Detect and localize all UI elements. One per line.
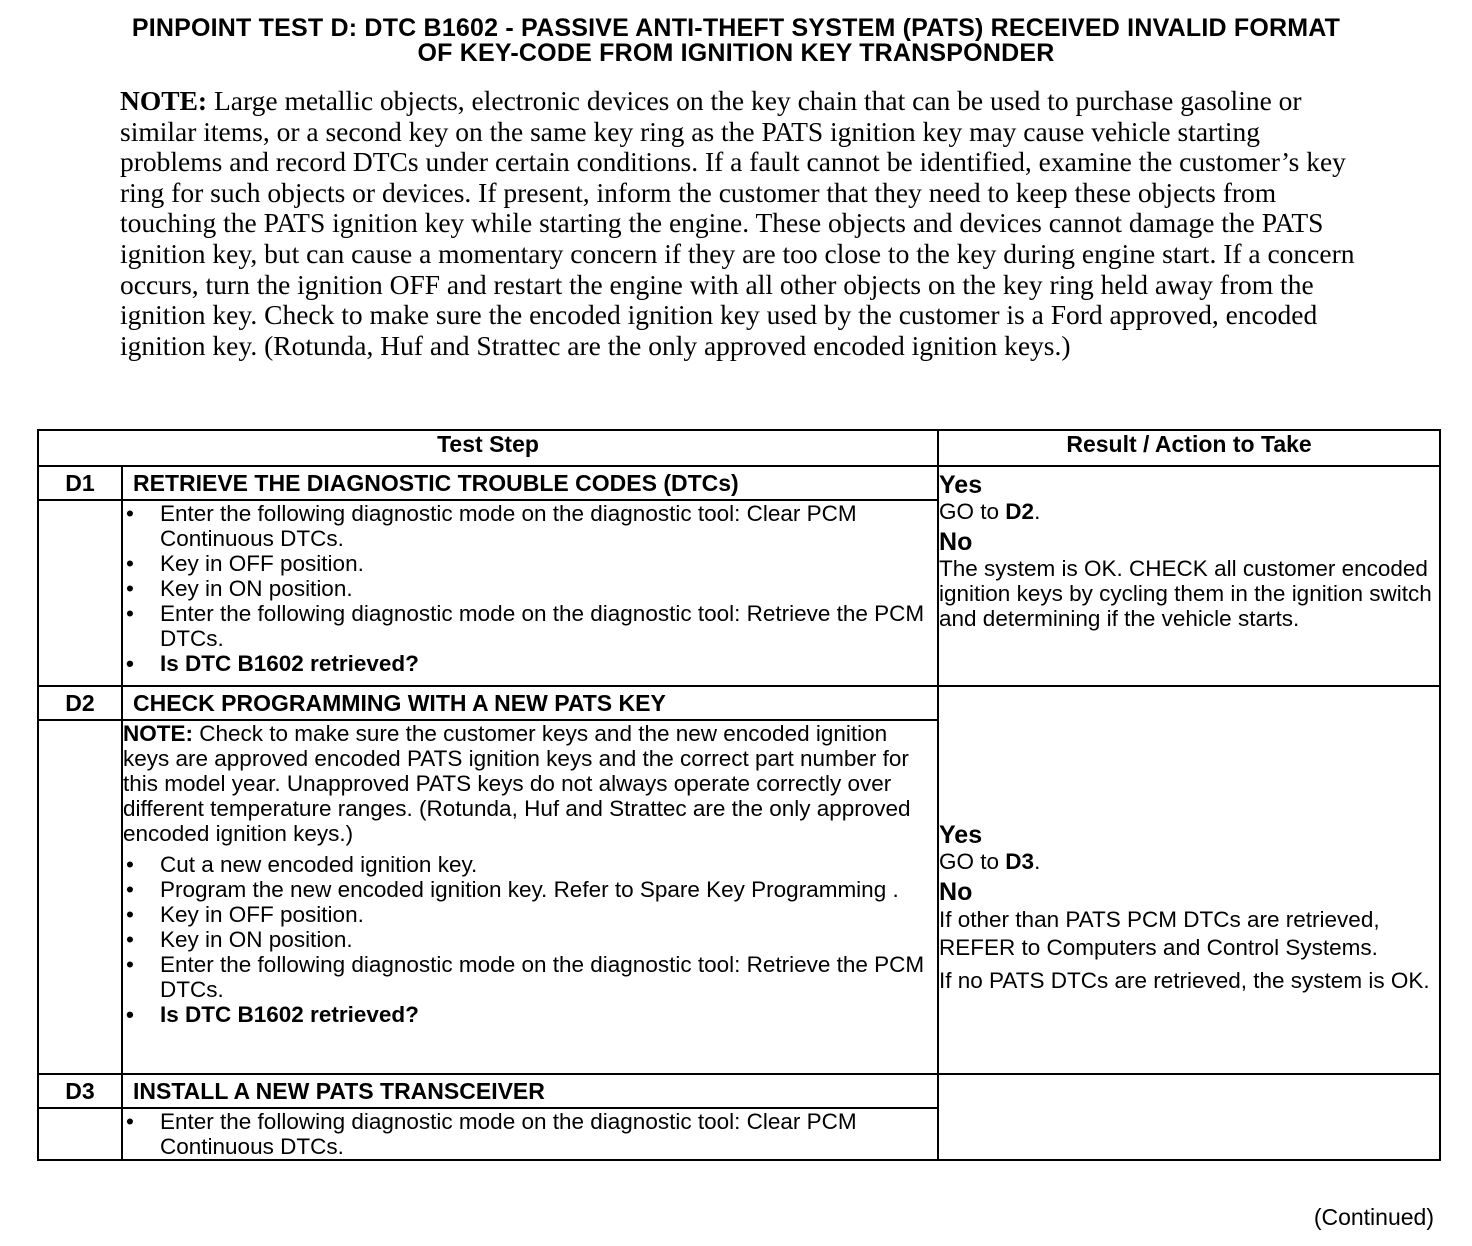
no-action-2: If no PATS DTCs are retrieved, the system is OK. <box>939 968 1430 993</box>
step-title: INSTALL A NEW PATS TRANSCEIVER <box>122 1074 938 1108</box>
note-text: Large metallic objects, electronic devices on the key chain that can be used to purchase gasoline or similar items, or a second key on the same key ring as the PATS ignition key may cause vehicle starting problems and record DTCs under certain conditions. If a fault cannot be identified, examine the customer’s key ring for such objects or devices. If present, inform the customer that they need to keep these objects from touching the PATS ignition key while starting the engine. These objects and devices cannot damage the PATS ignition key, but can cause a momentary concern if they are too close to the key during engine start. If a concern occurs, turn the ignition OFF and restart the engine with all other objects on the key ring held away from the ignition key. Check to make sure the encoded ignition key used by the customer is a Ford approved, encoded ignition key. (Rotunda, Huf and Strattec are the only approved encoded ignition keys.) <box>120 85 1355 361</box>
step-body <box>122 720 938 1074</box>
step-code: D2 <box>38 686 122 720</box>
list-item: • Key in ON position. <box>123 576 937 601</box>
yes-label: Yes <box>939 821 983 849</box>
list-item: • Cut a new encoded ignition key. <box>123 852 937 877</box>
intro-note <box>120 86 1360 361</box>
step-row-d1 <box>38 466 1440 500</box>
step-title: CHECK PROGRAMMING WITH A NEW PATS KEY <box>122 686 938 720</box>
list-item: • Key in ON position. <box>123 927 937 952</box>
header-result: Result / Action to Take <box>938 430 1440 466</box>
blank-cell <box>38 720 122 1074</box>
result-d2 <box>938 686 1440 1074</box>
list-item: • Is DTC B1602 retrieved? <box>123 1002 937 1027</box>
blank-cell <box>38 1108 122 1160</box>
list-item: • Enter the following diagnostic mode on the diagnostic tool: Clear PCM Continuous DTCs. <box>123 1109 937 1159</box>
yes-action: GO to D3. <box>939 849 1041 874</box>
list-item: • Key in OFF position. <box>123 551 937 576</box>
result-d1 <box>938 466 1440 686</box>
result-d3 <box>938 1074 1440 1160</box>
no-label: No <box>939 878 973 906</box>
list-item: • Enter the following diagnostic mode on the diagnostic tool: Retrieve the PCM DTCs. <box>123 601 937 651</box>
step-note: NOTE: Check to make sure the customer keys and the new encoded ignition keys are approved encoded PATS ignition keys and the correct part number for this model year. Unapproved PATS keys do not always operate correctly over different temperature ranges. (Rotunda, Huf and Strattec are the only approved encoded ignition keys.) <box>123 721 911 846</box>
step-row-d3 <box>38 1074 1440 1108</box>
table-header-row <box>38 430 1440 466</box>
no-label: No <box>939 528 973 556</box>
list-item: • Is DTC B1602 retrieved? <box>123 651 937 676</box>
step-code: D3 <box>38 1074 122 1108</box>
step-code: D1 <box>38 466 122 500</box>
list-item: • Program the new encoded ignition key. Refer to Spare Key Programming . <box>123 877 937 902</box>
step-list <box>123 501 937 676</box>
note-label: NOTE: <box>120 85 208 116</box>
title-line-1: PINPOINT TEST D: DTC B1602 - PASSIVE ANTI-THEFT SYSTEM (PATS) RECEIVED INVALID FORMAT <box>131 14 1341 42</box>
step-title: RETRIEVE THE DIAGNOSTIC TROUBLE CODES (DTCs) <box>122 466 938 500</box>
list-item: • Enter the following diagnostic mode on the diagnostic tool: Retrieve the PCM DTCs. <box>123 952 937 1002</box>
list-item: • Enter the following diagnostic mode on the diagnostic tool: Clear PCM Continuous DTCs. <box>123 501 937 551</box>
list-item: • Key in OFF position. <box>123 902 937 927</box>
step-body <box>122 500 938 686</box>
title-line-2: OF KEY-CODE FROM IGNITION KEY TRANSPONDER <box>417 39 1055 67</box>
step-list <box>123 1109 937 1159</box>
page-title <box>20 16 1452 66</box>
step-row-d2 <box>38 686 1440 720</box>
pinpoint-test-table <box>37 429 1441 1161</box>
continued-label: (Continued) <box>1313 1204 1434 1230</box>
blank-cell <box>38 500 122 686</box>
yes-action: GO to D2. <box>939 499 1041 524</box>
no-action-1: If other than PATS PCM DTCs are retrieved, REFER to Computers and Control Systems. <box>939 907 1380 960</box>
step-body <box>122 1108 938 1160</box>
yes-label: Yes <box>939 471 983 499</box>
step-list <box>123 852 937 1027</box>
header-test-step: Test Step <box>38 430 938 466</box>
no-action: The system is OK. CHECK all customer encoded ignition keys by cycling them in the ignition switch and determining if the vehicle starts. <box>939 556 1432 631</box>
